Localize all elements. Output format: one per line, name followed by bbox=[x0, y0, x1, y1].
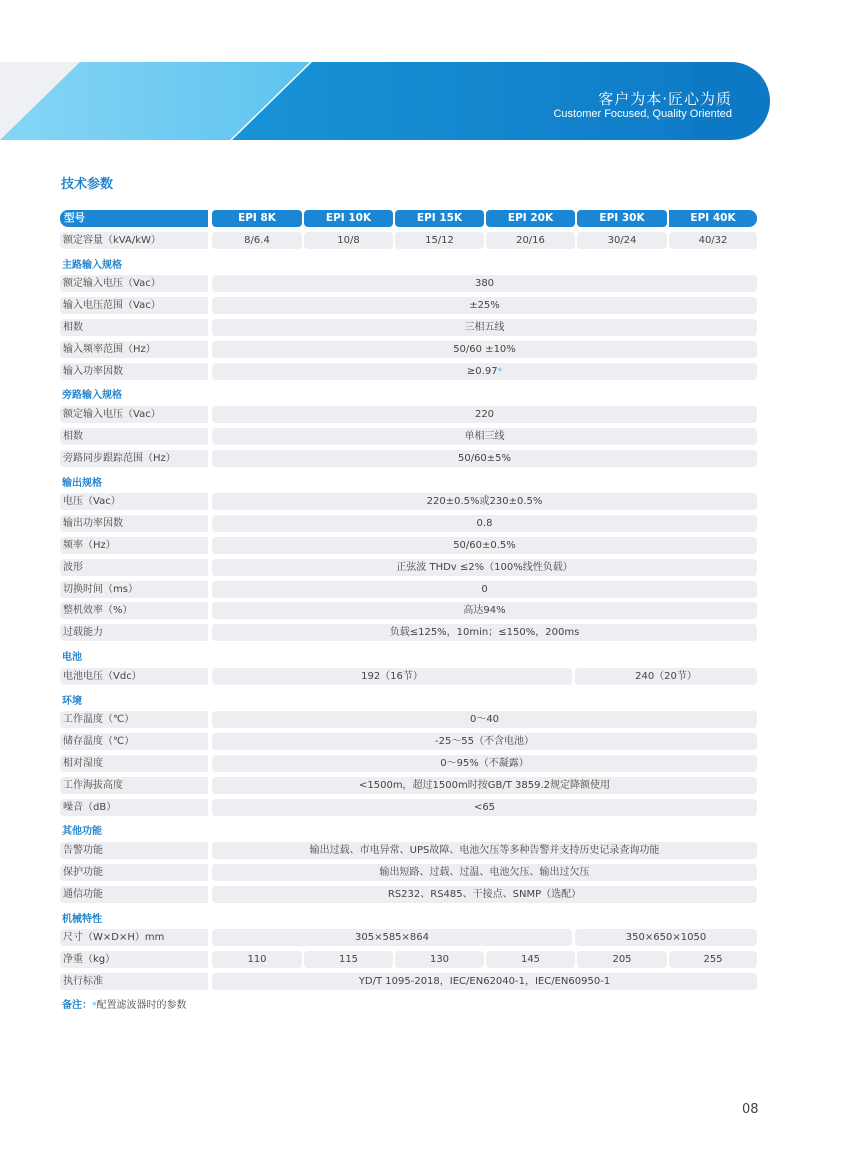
row-value-text: 50/60 ±10% bbox=[453, 343, 516, 355]
row-value bbox=[212, 777, 757, 794]
row-value-text: 0～40 bbox=[469, 714, 500, 726]
row-label: 切换时间（ms） bbox=[60, 581, 208, 598]
capacity-value: 10/8 bbox=[304, 232, 393, 249]
row-value-text: 220±0.5%或230±0.5% bbox=[426, 496, 543, 508]
row-value: 350×650×1050 bbox=[575, 929, 757, 946]
row-label: 尺寸（W×D×H）mm bbox=[60, 929, 208, 946]
group-heading bbox=[60, 644, 757, 666]
row-value-text: 输出短路、过载、过温、电池欠压、输出过欠压 bbox=[379, 866, 590, 878]
spec-table bbox=[60, 208, 757, 993]
row-label: 保护功能 bbox=[60, 864, 208, 881]
row-value bbox=[212, 319, 757, 336]
group-title: 机械特性 bbox=[62, 913, 102, 925]
row-value bbox=[212, 559, 757, 576]
row-label: 通信功能 bbox=[60, 886, 208, 903]
table-row bbox=[60, 426, 757, 448]
row-label: 输入频率范围（Hz） bbox=[60, 341, 208, 358]
model-header-4: EPI 20K bbox=[486, 210, 575, 227]
row-value-text: 高达94% bbox=[463, 605, 506, 617]
row-value-text: RS232、RS485、干接点、SNMP（选配） bbox=[387, 888, 582, 900]
row-label: 噪音（dB） bbox=[60, 799, 208, 816]
row-label: 告警功能 bbox=[60, 842, 208, 859]
row-label: 输入功率因数 bbox=[60, 363, 208, 380]
table-row bbox=[60, 491, 757, 513]
model-header-5: EPI 30K bbox=[577, 210, 667, 227]
row-value bbox=[212, 275, 757, 292]
row-value bbox=[212, 711, 757, 728]
row-value bbox=[212, 973, 757, 990]
capacity-value: 40/32 bbox=[669, 232, 757, 249]
capacity-value: 30/24 bbox=[577, 232, 667, 249]
table-row bbox=[60, 295, 757, 317]
row-value: 145 bbox=[486, 951, 575, 968]
row-value: 110 bbox=[212, 951, 302, 968]
row-value-text: 50/60±0.5% bbox=[453, 539, 516, 551]
row-value-text: 220 bbox=[474, 409, 495, 421]
row-label: 净重（kg） bbox=[60, 951, 208, 968]
table-row bbox=[60, 971, 757, 993]
group-title: 电池 bbox=[62, 651, 82, 663]
group-heading bbox=[60, 688, 757, 710]
capacity-value: 15/12 bbox=[395, 232, 484, 249]
row-value-text: -25～55（不含电池） bbox=[434, 736, 535, 748]
row-value-text: 380 bbox=[474, 278, 495, 290]
row-label: 额定输入电压（Vac） bbox=[60, 406, 208, 423]
footnote bbox=[62, 996, 187, 1011]
row-label: 过载能力 bbox=[60, 624, 208, 641]
table-row bbox=[60, 557, 757, 579]
table-row bbox=[60, 579, 757, 601]
row-value bbox=[212, 297, 757, 314]
table-row bbox=[60, 230, 757, 252]
row-label: 额定输入电压（Vac） bbox=[60, 275, 208, 292]
capacity-value: 8/6.4 bbox=[212, 232, 302, 249]
row-value bbox=[212, 799, 757, 816]
table-row bbox=[60, 404, 757, 426]
table-row bbox=[60, 840, 757, 862]
model-header-6: EPI 40K bbox=[669, 210, 757, 227]
table-row bbox=[60, 731, 757, 753]
row-value-text: 正弦波 THDv ≤2%（100%线性负载） bbox=[396, 561, 573, 573]
row-value-text: ≥0.97 bbox=[466, 365, 498, 377]
row-label: 输入电压范围（Vac） bbox=[60, 297, 208, 314]
row-label: 旁路同步跟踪范围（Hz） bbox=[60, 450, 208, 467]
row-label: 储存温度（℃） bbox=[60, 733, 208, 750]
row-value bbox=[212, 864, 757, 881]
row-value-text: 0.8 bbox=[476, 518, 493, 530]
row-label: 波形 bbox=[60, 559, 208, 576]
row-value-text: <65 bbox=[473, 801, 496, 813]
table-row bbox=[60, 775, 757, 797]
footnote-text: 配置滤波器时的参数 bbox=[96, 1000, 187, 1011]
row-label: 执行标准 bbox=[60, 973, 208, 990]
table-row bbox=[60, 622, 757, 644]
table-row bbox=[60, 448, 757, 470]
row-value bbox=[212, 363, 757, 380]
table-row bbox=[60, 797, 757, 819]
footnote-star: * bbox=[497, 366, 503, 377]
page-number: 08 bbox=[742, 1102, 759, 1117]
row-value-text: YD/T 1095-2018，IEC/EN62040-1，IEC/EN60950-1 bbox=[358, 975, 611, 987]
model-header-2: EPI 10K bbox=[304, 210, 393, 227]
table-row bbox=[60, 361, 757, 383]
row-value: 115 bbox=[304, 951, 393, 968]
row-label: 频率（Hz） bbox=[60, 537, 208, 554]
row-value-text: 0～95%（不凝露） bbox=[440, 757, 529, 769]
row-value bbox=[212, 842, 757, 859]
row-label: 整机效率（%） bbox=[60, 602, 208, 619]
row-value bbox=[212, 537, 757, 554]
banner-subtitle: Customer Focused, Quality Oriented bbox=[553, 108, 732, 120]
group-heading bbox=[60, 906, 757, 928]
model-header-1: EPI 8K bbox=[212, 210, 302, 227]
row-value bbox=[212, 602, 757, 619]
row-value: 130 bbox=[395, 951, 484, 968]
row-label: 电池电压（Vdc） bbox=[60, 668, 208, 685]
row-value-text: 三相五线 bbox=[464, 321, 505, 333]
row-label: 输出功率因数 bbox=[60, 515, 208, 532]
table-row bbox=[60, 884, 757, 906]
row-value bbox=[212, 493, 757, 510]
row-value: 305×585×864 bbox=[212, 929, 572, 946]
table-row bbox=[60, 862, 757, 884]
group-title: 输出规格 bbox=[62, 477, 102, 489]
group-heading bbox=[60, 382, 757, 404]
row-value: 192（16节） bbox=[212, 668, 572, 685]
row-label: 电压（Vac） bbox=[60, 493, 208, 510]
table-row bbox=[60, 339, 757, 361]
table-row bbox=[60, 949, 757, 971]
group-heading bbox=[60, 470, 757, 492]
capacity-value: 20/16 bbox=[486, 232, 575, 249]
row-value-text: 输出过载、市电异常、UPS故障、电池欠压等多种告警并支持历史记录查询功能 bbox=[309, 845, 660, 857]
row-value: 255 bbox=[669, 951, 757, 968]
header-label: 型号 bbox=[60, 210, 208, 227]
row-label: 相数 bbox=[60, 319, 208, 336]
row-value-text: <1500m，超过1500m时按GB/T 3859.2规定降额使用 bbox=[358, 779, 610, 791]
row-label: 相数 bbox=[60, 428, 208, 445]
table-row bbox=[60, 666, 757, 688]
row-value: 205 bbox=[577, 951, 667, 968]
row-value bbox=[212, 581, 757, 598]
row-label: 相对湿度 bbox=[60, 755, 208, 772]
table-row bbox=[60, 753, 757, 775]
row-value bbox=[212, 406, 757, 423]
group-title: 旁路输入规格 bbox=[62, 390, 122, 402]
row-value: 240（20节） bbox=[575, 668, 757, 685]
row-value bbox=[212, 624, 757, 641]
row-value bbox=[212, 886, 757, 903]
row-label: 额定容量（kVA/kW） bbox=[60, 232, 208, 249]
table-row bbox=[60, 273, 757, 295]
group-heading bbox=[60, 818, 757, 840]
table-row bbox=[60, 535, 757, 557]
row-value bbox=[212, 428, 757, 445]
footnote-star: * bbox=[92, 1001, 97, 1011]
row-value bbox=[212, 515, 757, 532]
table-row bbox=[60, 600, 757, 622]
row-value bbox=[212, 755, 757, 772]
row-value bbox=[212, 341, 757, 358]
table-row bbox=[60, 709, 757, 731]
row-value-text: 0 bbox=[481, 583, 488, 595]
section-title: 技术参数 bbox=[61, 177, 114, 192]
group-heading bbox=[60, 252, 757, 274]
row-value-text: ±25% bbox=[469, 300, 500, 312]
footnote-label: 备注： bbox=[62, 1000, 92, 1011]
row-value-text: 负载≤125%，10min；≤150%，200ms bbox=[389, 627, 580, 639]
group-title: 其他功能 bbox=[62, 826, 102, 838]
row-value bbox=[212, 450, 757, 467]
row-value-text: 50/60±5% bbox=[457, 452, 512, 464]
row-label: 工作海拔高度 bbox=[60, 777, 208, 794]
table-row bbox=[60, 927, 757, 949]
row-label: 工作温度（℃） bbox=[60, 711, 208, 728]
table-header-row bbox=[60, 208, 757, 230]
group-title: 环境 bbox=[62, 695, 82, 707]
row-value-text: 单相三线 bbox=[464, 430, 505, 442]
banner-title: 客户为本·匠心为质 bbox=[598, 90, 732, 108]
model-header-3: EPI 15K bbox=[395, 210, 484, 227]
table-row bbox=[60, 317, 757, 339]
group-title: 主路输入规格 bbox=[62, 259, 122, 271]
row-value bbox=[212, 733, 757, 750]
table-row bbox=[60, 513, 757, 535]
